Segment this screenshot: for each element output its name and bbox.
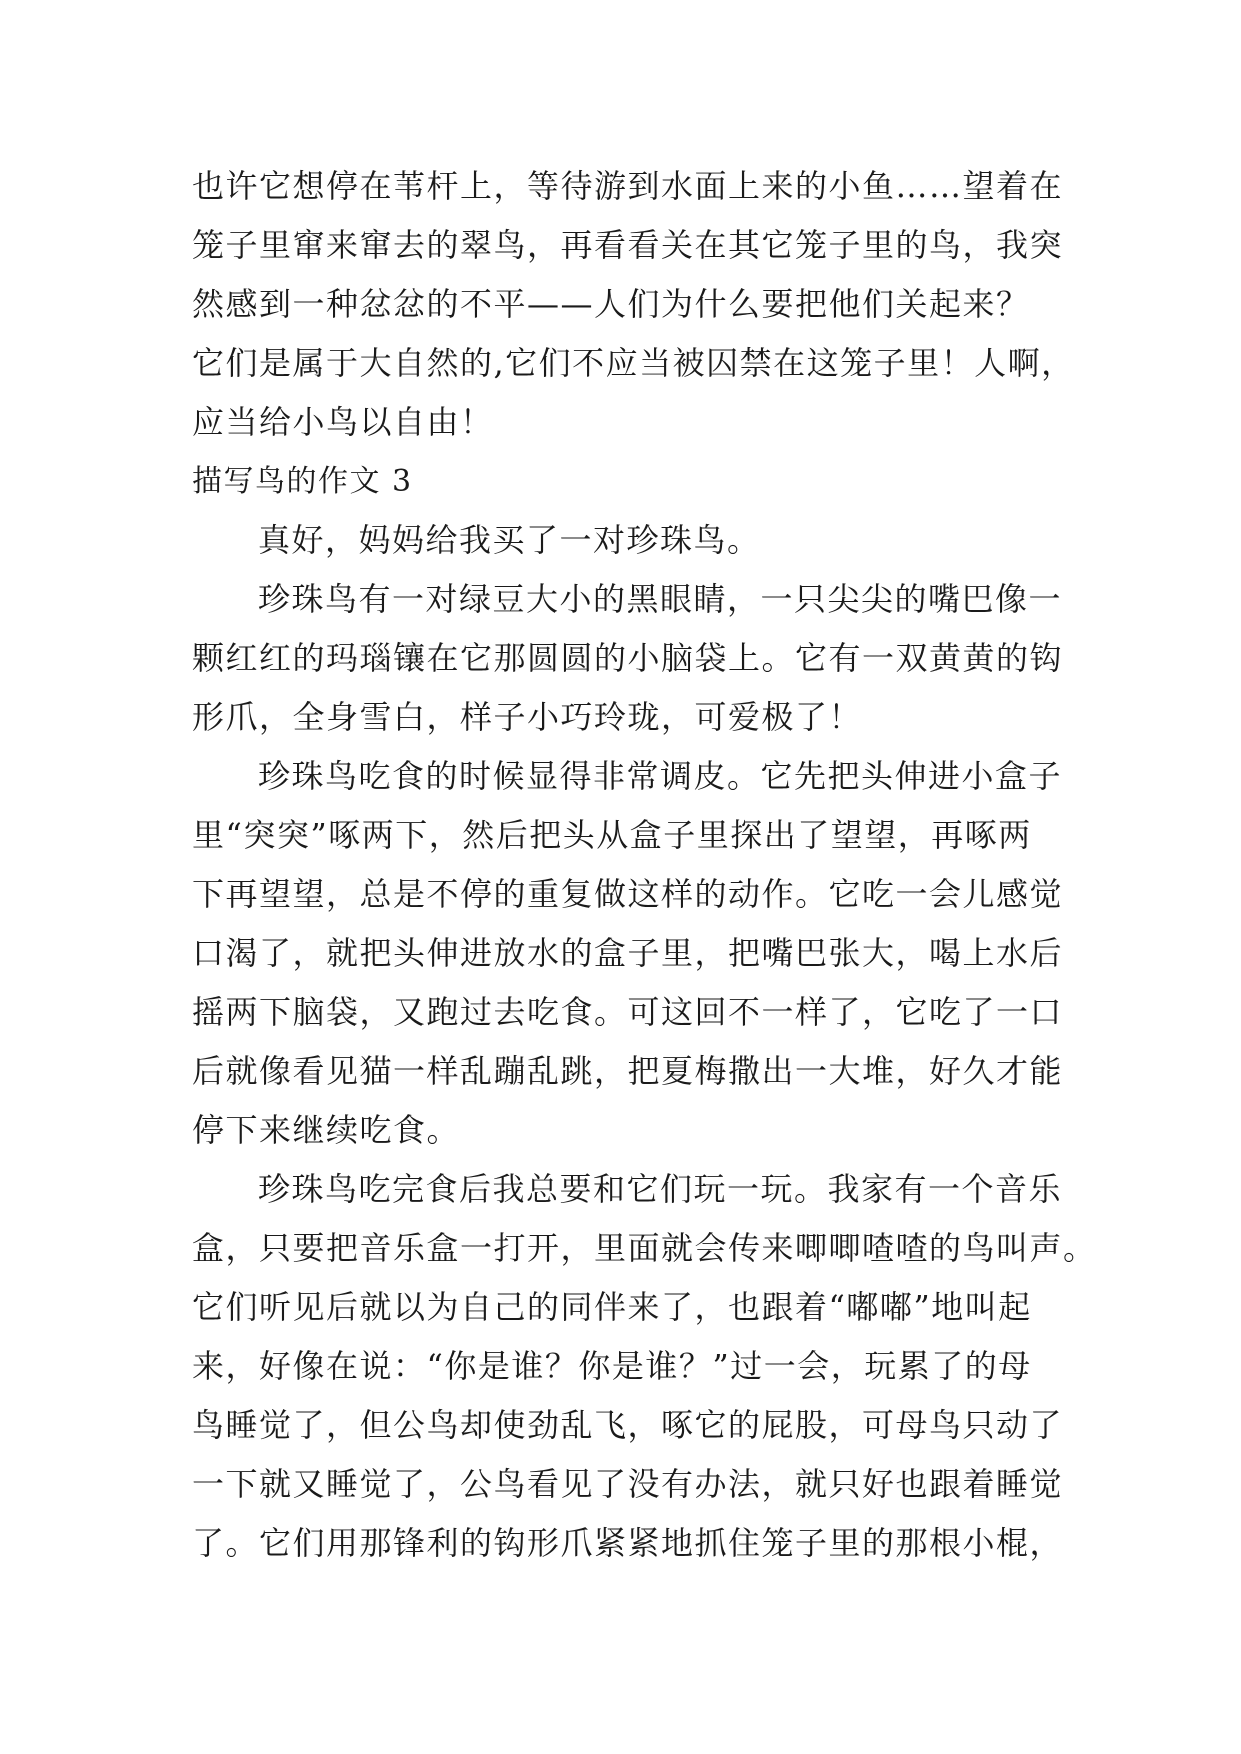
text-line: 里“突突”啄两下，然后把头从盒子里探出了望望，再啄两 [192,816,1032,854]
text-line: 一下就又睡觉了，公鸟看见了没有办法，就只好也跟着睡觉 [192,1465,1064,1503]
text-line: 然感到一种忿忿的不平——人们为什么要把他们关起来？ [192,285,1030,323]
text-line: 停下来继续吃食。 [192,1111,461,1149]
text-line: 下再望望，总是不停的重复做这样的动作。它吃一会儿感觉 [192,875,1064,913]
text-line: 应当给小鸟以自由！ [192,403,494,441]
paragraph [192,747,1064,1160]
document-body [192,157,1097,1573]
section-heading: 描写鸟的作文 3 [192,464,413,499]
text-line: 也许它想停在苇杆上，等待游到水面上来的小鱼……望着在 [192,167,1064,205]
paragraph [192,1160,1097,1573]
paragraph [192,511,1052,570]
text-line: 口渴了，就把头伸进放水的盒子里，把嘴巴张大，喝上水后 [192,934,1064,972]
paragraph [192,570,1064,747]
text-line: 珍珠鸟有一对绿豆大小的黑眼睛，一只尖尖的嘴巴像一 [258,580,1063,618]
text-line: 它们是属于大自然的,它们不应当被囚禁在这笼子里！人啊， [192,344,1075,382]
text-line: 了。它们用那锋利的钩形爪紧紧地抓住笼子里的那根小棍， [192,1524,1064,1562]
text-line: 鸟睡觉了，但公鸟却使劲乱飞，啄它的屁股，可母鸟只动了 [192,1406,1064,1444]
text-line: 摇两下脑袋，又跑过去吃食。可这回不一样了，它吃了一口 [192,993,1064,1031]
text-line: 它们听见后就以为自己的同伴来了，也跟着“嘟嘟”地叫起 [192,1288,1032,1326]
text-line: 盒，只要把音乐盒一打开，里面就会传来唧唧喳喳的鸟叫声。 [192,1229,1097,1267]
text-line: 珍珠鸟吃完食后我总要和它们玩一玩。我家有一个音乐 [258,1170,1063,1208]
text-line: 来，好像在说：“你是谁？你是谁？”过一会，玩累了的母 [192,1347,1032,1385]
text-line: 珍珠鸟吃食的时候显得非常调皮。它先把头伸进小盒子 [258,757,1063,795]
text-line: 后就像看见猫一样乱蹦乱跳，把夏梅撒出一大堆，好久才能 [192,1052,1064,1090]
text-line: 颗红红的玛瑙镶在它那圆圆的小脑袋上。它有一双黄黄的钩 [192,639,1064,677]
continuation-paragraph [192,157,1075,452]
text-line: 形爪，全身雪白，样子小巧玲珑，可爱极了！ [192,698,863,736]
text-line: 笼子里窜来窜去的翠鸟，再看看关在其它笼子里的鸟，我突 [192,226,1064,264]
text-line: 真好，妈妈给我买了一对珍珠鸟。 [258,521,761,559]
